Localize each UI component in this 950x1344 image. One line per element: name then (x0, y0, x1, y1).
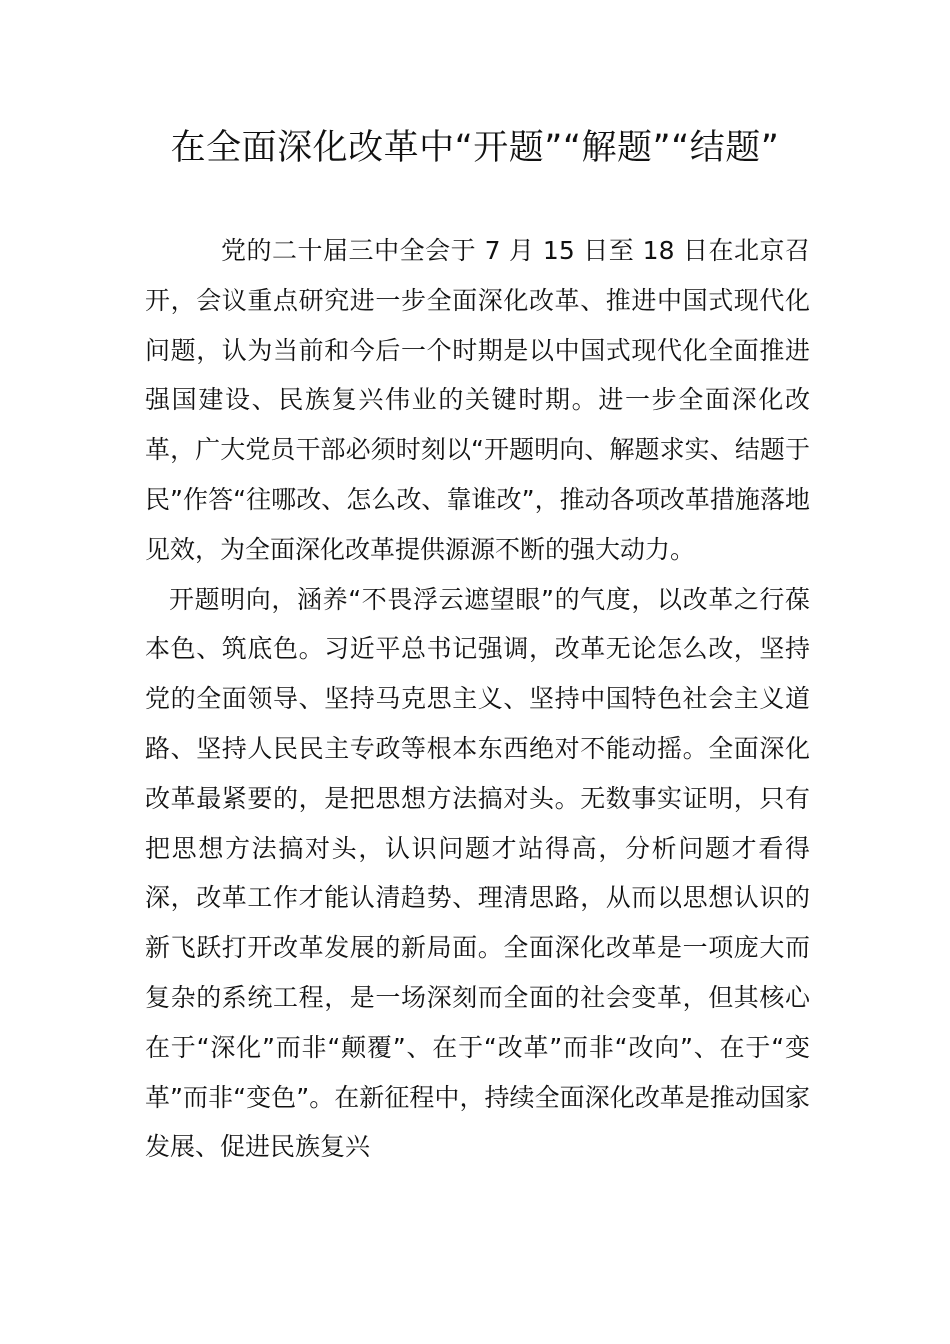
paragraph-intro: 党的二十届三中全会于 7 月 15 日至 18 日在北京召开，会议重点研究进一步全面深化改革、推进中国式现代化问题，认为当前和今后一个时期是以中国式现代化全面推进强国建设、民族复兴伟业的关键时期。进一步全面深化改革，广大党员干部必须时刻以“开题明向、解题求实、结题于民”作答“往哪改、怎么改、靠谁改”，推动各项改革措施落地见效，为全面深化改革提供源源不断的强大动力。 (145, 236, 810, 564)
paragraph-kaiti-mingxiang: 开题明向，涵养“不畏浮云遮望眼”的气度，以改革之行葆本色、筑底色。习近平总书记强调，改革无论怎么改，坚持党的全面领导、坚持马克思主义、坚持中国特色社会主义道路、坚持人民民主专政等根本东西绝对不能动摇。全面深化改革最紧要的，是把思想方法搞对头。无数事实证明，只有把思想方法搞对头，认识问题才站得高，分析问题才看得深，改革工作才能认清趋势、理清思路，从而以思想认识的新飞跃打开改革发展的新局面。全面深化改革是一项庞大而复杂的系统工程，是一场深刻而全面的社会变革，但其核心在于“深化”而非“颠覆”、在于“改革”而非“改向”、在于“变革”而非“变色”。在新征程中，持续全面深化改革是推动国家发展、促进民族复兴 (145, 584, 810, 1162)
document-body (145, 226, 810, 1172)
document-title: 在全面深化改革中“开题”“解题”“结题” (170, 128, 780, 168)
